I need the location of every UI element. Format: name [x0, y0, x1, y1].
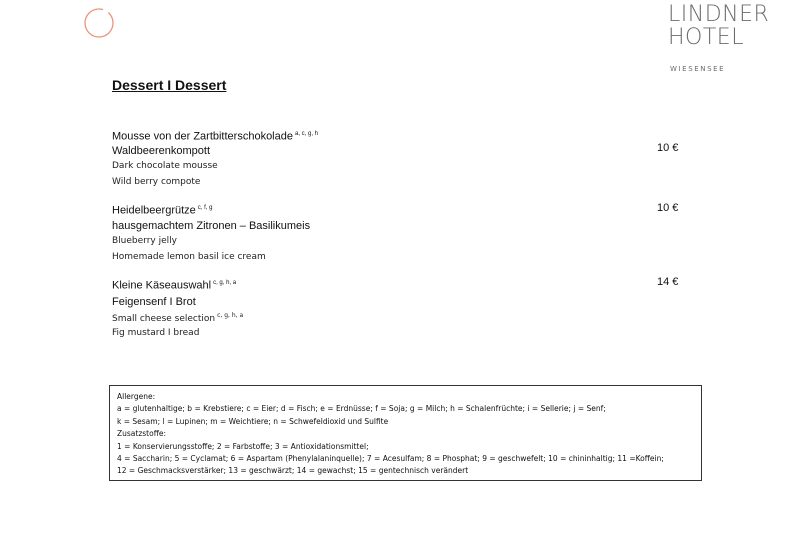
item-side-de: Feigensenf I Brot	[112, 295, 196, 308]
item-name-de: Heidelbeergrütze $^{c, f, g}$	[112, 204, 213, 217]
item-side-en: Fig mustard I bread	[112, 327, 200, 338]
legend-line: a = glutenhaltige; b = Krebstiere; c = Eier; d = Fisch; e = Erdnüsse; f = Soja; g = Milch; h = Schalenfrüchte; i = Sellerie; j = Senf;	[117, 404, 606, 414]
page-title: Dessert I Dessert	[112, 77, 227, 93]
item-price: 10 €	[657, 202, 679, 214]
item-price: 10 €	[657, 142, 679, 154]
item-name-en: Small cheese selection $^{c, g, h, a}$	[112, 311, 244, 324]
allergen-legend	[109, 385, 702, 481]
logo-circle-icon	[82, 6, 116, 40]
legend-line: 1 = Konservierungsstoffe; 2 = Farbstoffe; 3 = Antioxidationsmittel;	[117, 441, 369, 451]
menu-item	[112, 127, 318, 188]
legend-line: 12 = Geschmacksverstärker; 13 = geschwärzt; 14 = gewachst; 15 = gentechnisch verändert	[117, 466, 469, 476]
menu-item	[112, 201, 310, 263]
brand-line-2: HOTEL	[668, 25, 744, 50]
menu-item	[112, 276, 243, 339]
item-side-en: Wild berry compote	[112, 176, 201, 187]
item-side-de: hausgemachtem Zitronen – Basilikumeis	[112, 219, 311, 232]
brand-logo	[668, 2, 778, 73]
legend-line: 4 = Saccharin; 5 = Cyclamat; 6 = Aspartam (Phenylalaninquelle); 7 = Acesulfam; 8 = Phosphat; 9 = geschwefelt; 10 = chininhaltig; 11 =Koffein;	[117, 454, 664, 464]
legend-heading-additives: Zusatzstoffe:	[117, 429, 167, 439]
item-side-en: Homemade lemon basil ice cream	[112, 251, 266, 262]
item-name-de: Kleine Käseauswahl $^{c, g, h, a}$	[112, 279, 237, 292]
brand-line-1: LINDNER	[668, 2, 770, 27]
item-price: 14 €	[657, 276, 679, 288]
item-name-en: Dark chocolate mousse	[112, 160, 218, 171]
item-side-de: Waldbeerenkompott	[112, 144, 211, 157]
item-name-en: Blueberry jelly	[112, 235, 177, 246]
item-name-de: Mousse von der Zartbitterschokolade $^{a, c, g, h}$	[112, 130, 318, 143]
legend-line: k = Sesam; l = Lupinen; m = Weichtiere; n = Schwefeldioxid und Sulfite	[117, 416, 389, 426]
brand-subtitle: WIESENSEE	[670, 65, 726, 73]
legend-heading-allergens: Allergene:	[117, 392, 156, 401]
